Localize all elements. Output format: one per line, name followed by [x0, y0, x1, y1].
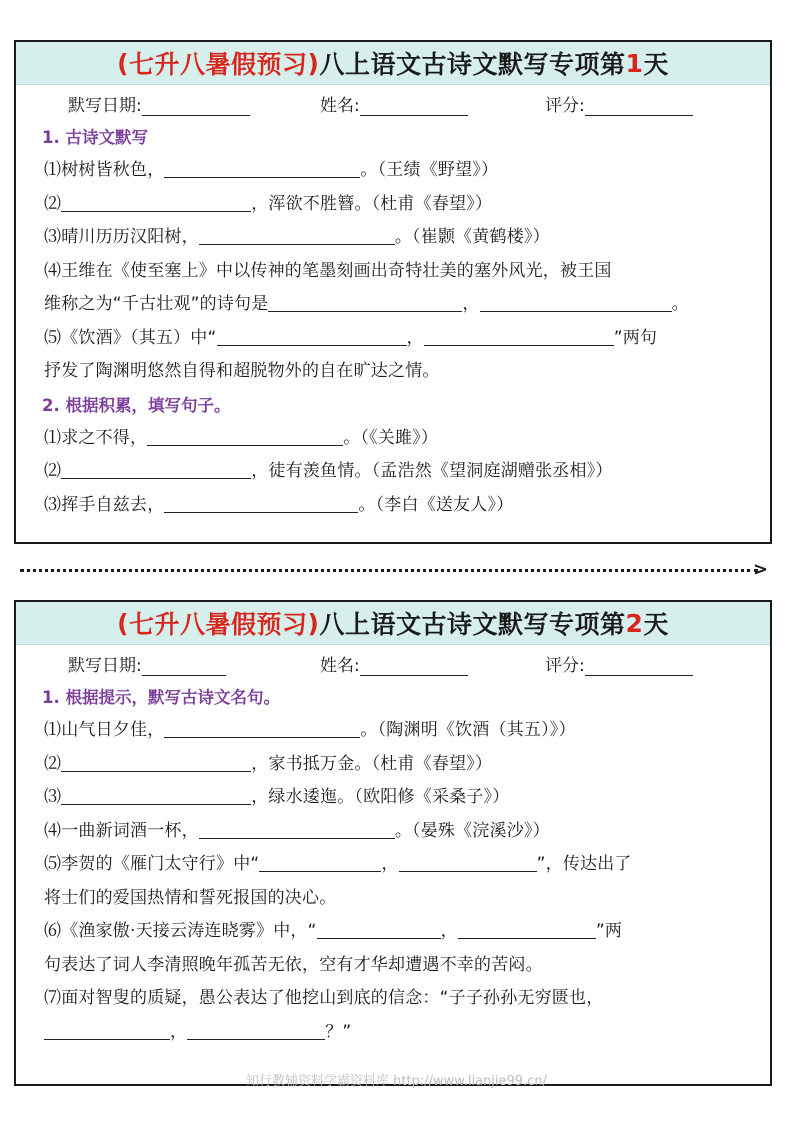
question-number: ⑵ — [44, 461, 62, 481]
question-line — [16, 815, 770, 849]
question-line — [16, 748, 770, 782]
name-label: 姓名: — [320, 95, 360, 116]
question-number: ⑵ — [44, 193, 62, 214]
question-text: 树树皆秋色， — [61, 160, 165, 180]
date-field[interactable] — [142, 657, 226, 676]
question-line — [16, 255, 770, 289]
question-number: ⑷ — [44, 260, 62, 281]
question-text: 挥手自兹去， — [61, 494, 165, 515]
question-text: 。（《关雎》） — [343, 427, 439, 448]
question-line — [16, 848, 770, 882]
question-text: ，绿水逶迤。（欧阳修《采桑子》） — [251, 787, 510, 807]
question-text: 。（晏殊《浣溪沙》） — [394, 820, 550, 841]
question-text: 山气日夕佳， — [61, 720, 165, 740]
question-text: ”两句 — [613, 327, 658, 348]
title-text: 八上语文古诗文默写专项第 — [319, 610, 626, 639]
answer-blank[interactable] — [164, 158, 360, 178]
question-text: ”两 — [595, 921, 623, 941]
answer-blank[interactable] — [199, 819, 395, 839]
question-text: 句表达了词人李清照晚年孤苦无依，空有才华却遭遇不幸的苦闷。 — [44, 954, 543, 975]
answer-blank[interactable] — [44, 1020, 170, 1040]
question-line — [16, 288, 770, 322]
question-text: 《渔家傲·天接云涛连晓雾》中，“ — [61, 921, 317, 941]
section-heading: 1. 古诗文默写 — [42, 128, 148, 147]
question-text: ， — [440, 921, 458, 941]
title-text: 八上语文古诗文默写专项第 — [319, 50, 626, 79]
question-number: ⑸ — [44, 854, 62, 874]
meta-row — [16, 85, 770, 121]
dotted-divider — [20, 569, 758, 572]
question-number: ⑶ — [44, 494, 62, 515]
question-text: 。（王绩《野望》） — [360, 160, 499, 180]
question-line — [16, 781, 770, 815]
score-field[interactable] — [585, 97, 693, 116]
question-number: ⑺ — [44, 988, 62, 1008]
section-heading: 1. 根据提示，默写古诗文名句。 — [42, 688, 280, 707]
question-line — [16, 355, 770, 389]
question-text: 《饮酒》（其五）中“ — [61, 327, 217, 348]
answer-blank[interactable] — [61, 752, 251, 772]
score-field[interactable] — [585, 657, 693, 676]
question-number: ⑷ — [44, 820, 62, 841]
question-text: ，徒有羡鱼情。（孟浩然《望洞庭湖赠张丞相》） — [251, 461, 613, 481]
question-number: ⑶ — [44, 787, 62, 807]
question-text: 。（李白《送友人》） — [358, 494, 514, 515]
question-text: 抒发了陶渊明悠然自得和超脱物外的自在旷达之情。 — [44, 361, 440, 381]
date-label: 默写日期: — [68, 95, 142, 116]
question-line — [16, 322, 770, 356]
question-line — [16, 949, 770, 983]
question-text: ”，传达出了 — [536, 854, 632, 874]
question-text: 面对智叟的质疑，愚公表达了他挖山到底的信念：“子子孙孙无穷匮也， — [61, 988, 604, 1008]
question-line — [16, 882, 770, 916]
question-line — [16, 154, 770, 188]
question-text: ，浑欲不胜簪。（杜甫《春望》） — [251, 193, 493, 214]
question-line — [16, 982, 770, 1016]
question-text: 。 — [671, 294, 689, 314]
title-day-number: 2 — [625, 608, 644, 638]
question-text: 一曲新词酒一杯， — [61, 820, 199, 841]
question-text: ？” — [325, 1021, 352, 1042]
title-paren: ( — [117, 608, 130, 638]
title-suffix: 天 — [643, 610, 669, 639]
question-text: ， — [462, 294, 480, 314]
question-number: ⑶ — [44, 227, 62, 247]
page-title — [16, 42, 770, 85]
question-text: 王维在《使至塞上》中以传神的笔墨刻画出奇特壮美的塞外风光，被王国 — [61, 260, 612, 281]
footer-watermark: 知行教辅资料学霸资料库 http://www.lianjie99.cn/ — [246, 1074, 547, 1089]
page-title — [16, 602, 770, 645]
question-number: ⑹ — [44, 921, 62, 941]
answer-blank[interactable] — [317, 919, 441, 939]
name-field[interactable] — [360, 97, 468, 116]
question-line — [16, 489, 770, 523]
title-highlight: 七升八暑假预习 — [129, 50, 308, 79]
arrow-right-icon: > — [753, 559, 769, 580]
meta-row — [16, 645, 770, 681]
title-paren: ( — [117, 48, 130, 78]
question-text: 维称之为“千古壮观”的诗句是 — [44, 294, 269, 314]
section-heading: 2. 根据积累，填写句子。 — [42, 395, 231, 415]
question-text: 。（崔颢《黄鹤楼》） — [394, 227, 550, 247]
date-field[interactable] — [142, 97, 250, 116]
question-text: ， — [406, 327, 424, 348]
answer-blank[interactable] — [480, 292, 672, 312]
answer-blank[interactable] — [61, 459, 251, 479]
answer-blank[interactable] — [61, 785, 251, 805]
question-text: ， — [170, 1021, 188, 1042]
answer-blank[interactable] — [268, 292, 462, 312]
question-text: 晴川历历汉阳树， — [61, 227, 199, 247]
question-line — [16, 188, 770, 222]
question-number: ⑵ — [44, 753, 62, 774]
question-line — [16, 221, 770, 255]
date-label: 默写日期: — [68, 655, 142, 676]
answer-blank[interactable] — [458, 919, 596, 939]
title-day-number: 1 — [625, 48, 644, 78]
question-text: 李贺的《雁门太守行》中“ — [61, 854, 260, 874]
answer-blank[interactable] — [399, 852, 537, 872]
answer-blank[interactable] — [164, 493, 358, 513]
question-text: 将士们的爱国热情和誓死报国的决心。 — [44, 887, 337, 908]
question-text: 求之不得， — [61, 427, 148, 448]
worksheet-day2 — [14, 600, 772, 1086]
answer-blank[interactable] — [259, 852, 381, 872]
question-number: ⑴ — [44, 720, 62, 740]
question-text: ， — [381, 854, 399, 874]
question-line — [16, 455, 770, 489]
answer-blank[interactable] — [61, 192, 251, 212]
name-field[interactable] — [360, 657, 468, 676]
question-text: ，家书抵万金。（杜甫《春望》） — [251, 753, 493, 774]
question-line — [16, 1016, 770, 1050]
name-label: 姓名: — [320, 655, 360, 676]
question-number: ⑸ — [44, 327, 62, 348]
worksheet-day1 — [14, 40, 772, 544]
title-suffix: 天 — [643, 50, 669, 79]
question-text: 。（陶渊明《饮酒（其五）》） — [360, 720, 576, 740]
title-highlight: 七升八暑假预习 — [129, 610, 308, 639]
answer-blank[interactable] — [164, 718, 360, 738]
answer-blank[interactable] — [147, 426, 343, 446]
question-line — [16, 915, 770, 949]
score-label: 评分: — [545, 655, 585, 676]
question-number: ⑴ — [44, 427, 62, 448]
answer-blank[interactable] — [199, 225, 395, 245]
question-number: ⑴ — [44, 160, 62, 180]
title-paren: ) — [307, 48, 320, 78]
question-line — [16, 422, 770, 456]
answer-blank[interactable] — [217, 326, 407, 346]
answer-blank[interactable] — [424, 326, 614, 346]
score-label: 评分: — [545, 95, 585, 116]
title-paren: ) — [307, 608, 320, 638]
answer-blank[interactable] — [187, 1020, 325, 1040]
question-line — [16, 714, 770, 748]
